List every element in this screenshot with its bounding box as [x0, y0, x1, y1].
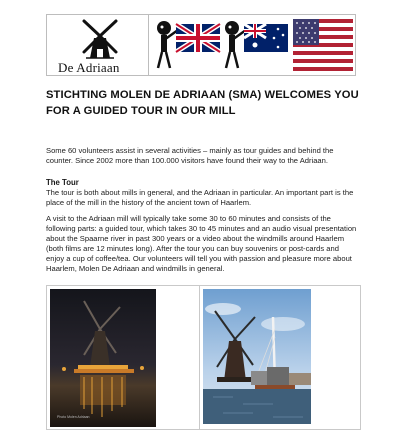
tour-paragraph-2: A visit to the Adriaan mill will typically take some 30 to 60 minutes and consists of the following parts: a guided tour, which takes 30 to 45 minutes and an audio visual presentation about the Spaarne river in past 300 years or a video about the windmills around Haarlem (both films are 12 minutes long). After the tour you can buy souvenirs or post-cards and enjoy a cup of coffee/tea. Our volunteers will tell you with passion and pleasure more about Haarlem, Molen De Adriaan and windmills in general.	[46, 214, 357, 273]
night-windmill-photo	[50, 289, 156, 427]
day-windmill-photo	[203, 289, 311, 424]
photo-panel	[46, 285, 361, 430]
photo-divider	[199, 286, 200, 429]
header-divider	[148, 15, 149, 75]
flag-strip	[150, 16, 355, 75]
page-title: STICHTING MOLEN DE ADRIAAN (SMA) WELCOMES YOU FOR A GUIDED TOUR IN OUR MILL	[46, 89, 359, 117]
section-heading: The Tour	[46, 178, 79, 187]
tour-paragraph-1: The tour is both about mills in general, and the Adriaan in particular. An important part is the place of the mill in the history of the ancient town of Haarlem.	[46, 188, 354, 207]
figure-icon	[157, 21, 178, 68]
intro-paragraph: Some 60 volunteers assist in several activities – mainly as tour guides and behind the counter. Since 2002 more than 100.000 visitors have found their way to the Adriaan.	[46, 146, 334, 165]
logo-text: De Adriaan	[58, 60, 120, 75]
uk-flag-icon	[176, 24, 220, 52]
australia-flag-icon	[244, 24, 288, 52]
photo-credit: Photo Molen Adriaan	[57, 415, 90, 419]
figure-icon	[225, 21, 246, 68]
header-banner	[46, 14, 356, 76]
windmill-logo	[48, 16, 147, 75]
usa-flag-icon	[293, 19, 353, 71]
